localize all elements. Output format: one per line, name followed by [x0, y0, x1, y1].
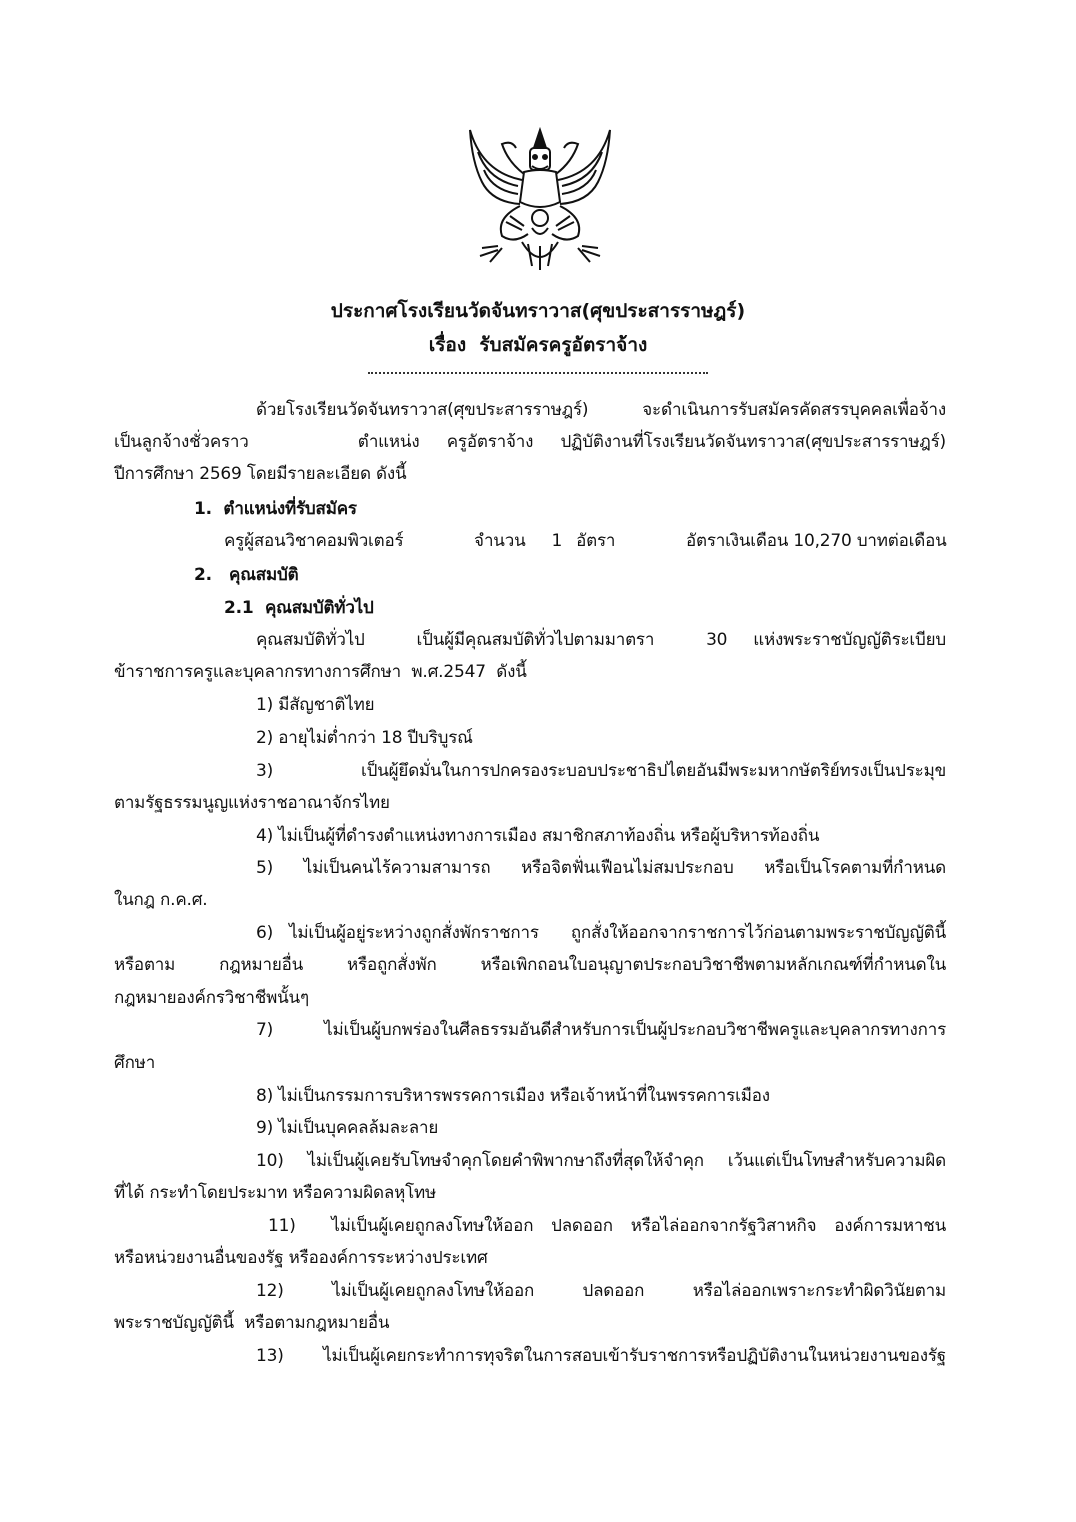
qualification-item-11-cont: หรือหน่วยงานอื่นของรัฐ หรือองค์การระหว่างประเทศ — [114, 1248, 488, 1268]
qualification-item-2: 2) อายุไม่ต่ำกว่า 18 ปีบริบูรณ์ — [256, 728, 473, 748]
qualification-item-6: 6) ไม่เป็นผู้อยู่ระหว่างถูกสั่งพักราชการ ถูกสั่งให้ออกจากราชการไว้ก่อนตามพระราชบัญญัตินี้ — [256, 923, 946, 943]
intro-line-3: ปีการศึกษา 2569 โดยมีรายละเอียด ดังนี้ — [114, 464, 407, 484]
section-2-1-number: 2.1 — [224, 598, 254, 618]
intro-line-2: เป็นลูกจ้างชั่วคราว ตำแหน่ง ครูอัตราจ้าง ปฏิบัติงานที่โรงเรียนวัดจันทราวาส(ศุขประสารราษฎร์) — [114, 432, 946, 452]
qualification-item-4: 4) ไม่เป็นผู้ที่ดำรงตำแหน่งทางการเมือง สมาชิกสภาท้องถิ่น หรือผู้บริหารท้องถิ่น — [256, 826, 820, 846]
section-2-1-heading — [224, 596, 374, 620]
count-unit: อัตรา — [576, 531, 616, 551]
qualification-item-5: 5) ไม่เป็นคนไร้ความสามารถ หรือจิตฟั่นเฟือนไม่สมประกอบ หรือเป็นโรคตามที่กำหนด — [256, 858, 946, 878]
section-2-1-title: คุณสมบัติทั่วไป — [264, 598, 374, 618]
position-salary: อัตราเงินเดือน 10,270 บาทต่อเดือน — [686, 531, 947, 551]
section-1-heading — [194, 497, 357, 521]
count-label: จำนวน — [474, 531, 526, 551]
section-2-heading — [194, 563, 298, 587]
announcement-subject — [0, 330, 1076, 360]
position-count — [474, 529, 615, 553]
general-line-1: คุณสมบัติทั่วไป เป็นผู้มีคุณสมบัติทั่วไปตามมาตรา 30 แห่งพระราชบัญญัติระเบียบ — [256, 630, 946, 650]
announcement-title: ประกาศโรงเรียนวัดจันทราวาส(ศุขประสารราษฎร์) — [330, 300, 746, 322]
general-line-2: ข้าราชการครูและบุคลากรทางการศึกษา พ.ศ.2547 ดังนี้ — [114, 662, 527, 682]
qualification-item-3: 3) เป็นผู้ยึดมั่นในการปกครองระบอบประชาธิปไตยอันมีพระมหากษัตริย์ทรงเป็นประมุข — [256, 761, 946, 781]
qualification-item-1: 1) มีสัญชาติไทย — [256, 695, 375, 715]
count-value: 1 — [551, 531, 563, 551]
qualification-item-9: 9) ไม่เป็นบุคคลล้มละลาย — [256, 1118, 439, 1138]
qualification-item-6-cont-2: กฎหมายองค์กรวิชาชีพนั้นๆ — [114, 988, 309, 1008]
subject-label: เรื่อง — [428, 334, 467, 356]
position-name: ครูผู้สอนวิชาคอมพิวเตอร์ — [224, 531, 404, 551]
title-divider — [368, 372, 708, 374]
qualification-item-8: 8) ไม่เป็นกรรมการบริหารพรรคการเมือง หรือเจ้าหน้าที่ในพรรคการเมือง — [256, 1086, 770, 1106]
qualification-item-3-cont: ตามรัฐธรรมนูญแห่งราชอาณาจักรไทย — [114, 793, 390, 813]
section-2-number: 2. — [194, 565, 212, 585]
qualification-item-12-cont: พระราชบัญญัตินี้ หรือตามกฎหมายอื่น — [114, 1313, 390, 1333]
section-1-title: ตำแหน่งที่รับสมัคร — [223, 499, 357, 519]
qualification-item-11: 11) ไม่เป็นผู้เคยถูกลงโทษให้ออก ปลดออก หรือไล่ออกจากรัฐวิสาหกิจ องค์การมหาชน — [268, 1216, 946, 1236]
section-2-title: คุณสมบัติ — [229, 565, 299, 585]
qualification-item-10-cont: ที่ได้ กระทำโดยประมาท หรือความผิดลหุโทษ — [114, 1183, 437, 1203]
qualification-item-12: 12) ไม่เป็นผู้เคยถูกลงโทษให้ออก ปลดออก หรือไล่ออกเพราะกระทำผิดวินัยตาม — [256, 1281, 946, 1301]
qualification-item-6-cont-1: หรือตาม กฎหมายอื่น หรือถูกสั่งพัก หรือเพิกถอนใบอนุญาตประกอบวิชาชีพตามหลักเกณฑ์ที่กำหนดใน — [114, 955, 946, 975]
qualification-item-7-cont: ศึกษา — [114, 1053, 156, 1073]
subject-text: รับสมัครครูอัตราจ้าง — [479, 334, 648, 356]
qualification-item-13: 13) ไม่เป็นผู้เคยกระทำการทุจริตในการสอบเข้ารับราชการหรือปฏิบัติงานในหน่วยงานของรัฐ — [256, 1346, 946, 1366]
qualification-item-10: 10) ไม่เป็นผู้เคยรับโทษจำคุกโดยคำพิพากษาถึงที่สุดให้จำคุก เว้นแต่เป็นโทษสำหรับความผิด — [256, 1151, 946, 1171]
intro-line-1: ด้วยโรงเรียนวัดจันทราวาส(ศุขประสารราษฎร์) จะดำเนินการรับสมัครคัดสรรบุคคลเพื่อจ้าง — [256, 400, 946, 420]
qualification-item-7: 7) ไม่เป็นผู้บกพร่องในศีลธรรมอันดีสำหรับการเป็นผู้ประกอบวิชาชีพครูและบุคลากรทางการ — [256, 1020, 946, 1040]
section-1-number: 1. — [194, 499, 212, 519]
qualification-item-5-cont: ในกฎ ก.ค.ศ. — [114, 890, 208, 910]
garuda-emblem-icon — [462, 122, 618, 272]
